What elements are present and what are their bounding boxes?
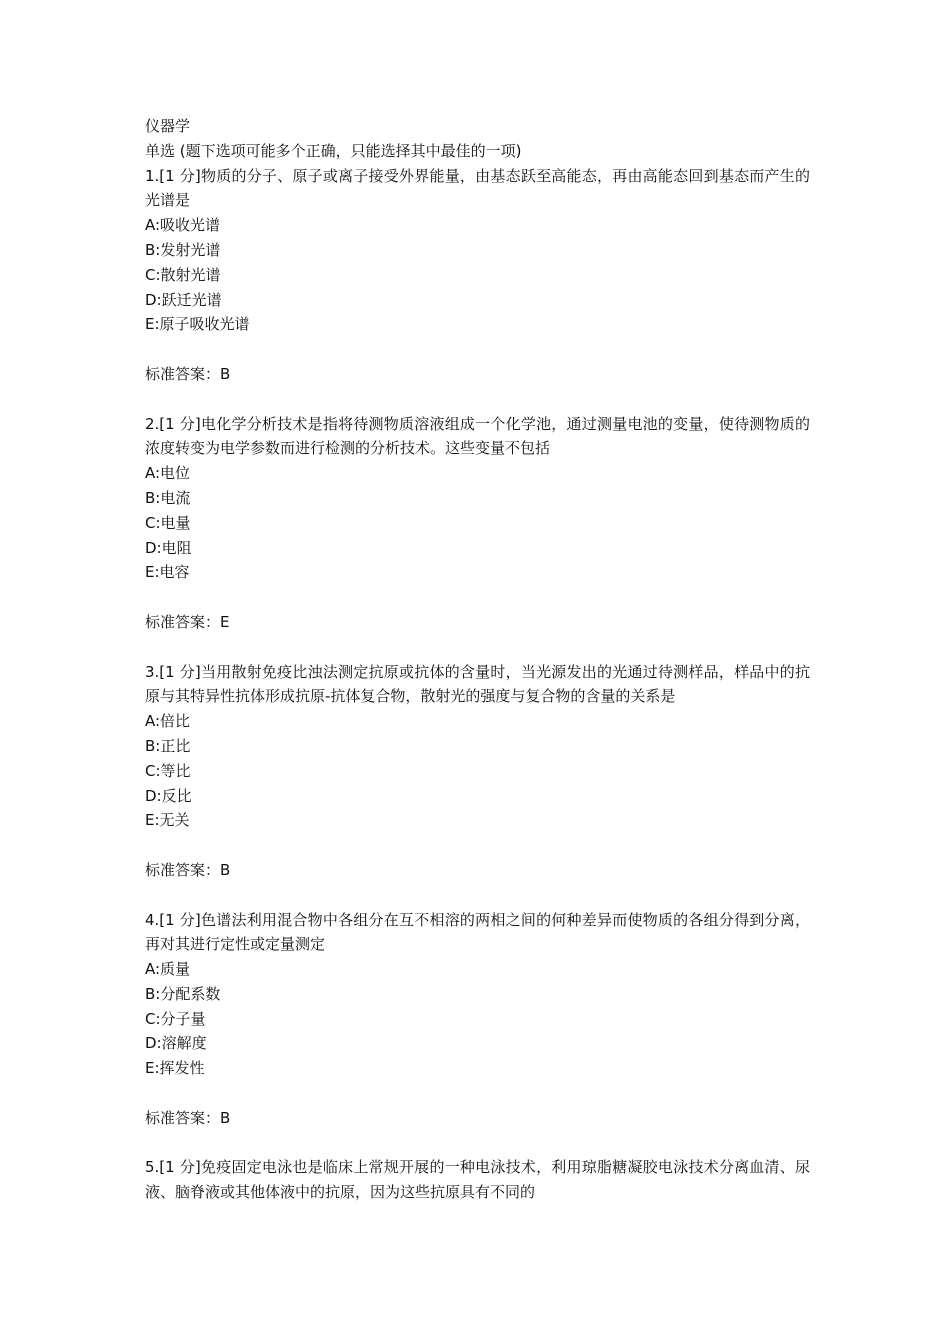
- spacer: [145, 387, 810, 412]
- question-text: 2.[1 分]电化学分析技术是指将待测物质溶液组成一个化学池，通过测量电池的变量，使待测物质的浓度转变为电学参数而进行检测的分析技术。这些变量不包括: [145, 414, 810, 458]
- question-5: [145, 1155, 810, 1205]
- standard-answer: 标准答案：B: [145, 1108, 231, 1127]
- option-a: A:质量: [145, 960, 191, 979]
- section-title: 单选 (题下选项可能多个正确，只能选择其中最佳的一项): [145, 141, 522, 160]
- spacer: [145, 585, 810, 610]
- question-text: 4.[1 分]色谱法利用混合物中各组分在互不相溶的两相之间的何种差异而使物质的各组分得到分离，再对其进行定性或定量测定: [145, 910, 810, 954]
- option-b: B:分配系数: [145, 984, 221, 1003]
- spacer: [145, 635, 810, 660]
- spacer: [145, 1131, 810, 1156]
- option-a: A:电位: [145, 464, 191, 483]
- option-e: E:电容: [145, 563, 190, 582]
- option-d: D:电阻: [145, 538, 192, 557]
- option-a: A:倍比: [145, 712, 191, 731]
- option-c: C:散射光谱: [145, 265, 221, 284]
- option-d: D:反比: [145, 786, 192, 805]
- question-3: [145, 660, 810, 908]
- standard-answer: 标准答案：B: [145, 364, 231, 383]
- option-c: C:电量: [145, 513, 191, 532]
- option-c: C:分子量: [145, 1009, 206, 1028]
- spacer: [145, 883, 810, 908]
- question-1: [145, 164, 810, 412]
- spacer: [145, 1081, 810, 1106]
- spacer: [145, 337, 810, 362]
- document-page: [145, 114, 810, 1205]
- option-c: C:等比: [145, 761, 191, 780]
- option-e: E:无关: [145, 811, 190, 830]
- standard-answer: 标准答案：B: [145, 860, 231, 879]
- question-text: 3.[1 分]当用散射免疫比浊法测定抗原或抗体的含量时，当光源发出的光通过待测样品，样品中的抗原与其特异性抗体形成抗原-抗体复合物，散射光的强度与复合物的含量的关系是: [145, 662, 810, 706]
- question-2: [145, 412, 810, 660]
- spacer: [145, 833, 810, 858]
- option-e: E:原子吸收光谱: [145, 315, 250, 334]
- question-text: 1.[1 分]物质的分子、原子或离子接受外界能量，由基态跃至高能态，再由高能态回到基态而产生的光谱是: [145, 166, 810, 210]
- option-b: B:电流: [145, 488, 191, 507]
- option-b: B:正比: [145, 736, 191, 755]
- option-a: A:吸收光谱: [145, 216, 221, 235]
- option-d: D:溶解度: [145, 1034, 207, 1053]
- option-d: D:跃迁光谱: [145, 290, 222, 309]
- question-4: [145, 908, 810, 1156]
- option-b: B:发射光谱: [145, 240, 221, 259]
- subject-title: 仪器学: [145, 117, 191, 135]
- standard-answer: 标准答案：E: [145, 612, 230, 631]
- question-text: 5.[1 分]免疫固定电泳也是临床上常规开展的一种电泳技术，利用琼脂糖凝胶电泳技术分离血清、尿液、脑脊液或其他体液中的抗原，因为这些抗原具有不同的: [145, 1158, 810, 1202]
- option-e: E:挥发性: [145, 1059, 205, 1078]
